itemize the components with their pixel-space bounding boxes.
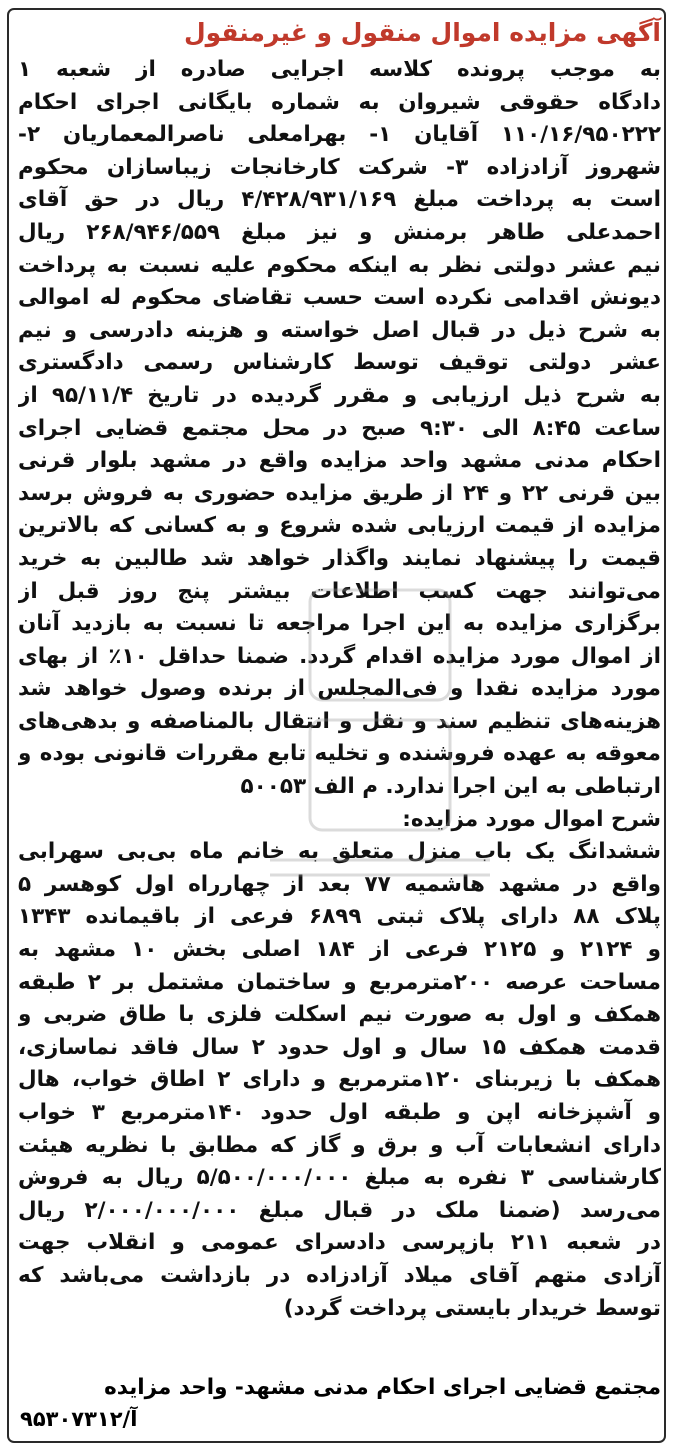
notice-line: احمدعلی طاهر برمنش و نیز مبلغ ۲۶۸/۹۴۶/۵۵۹ ریال	[18, 219, 661, 245]
notice-title: آگهی مزایده اموال منقول و غیرمنقول	[183, 18, 661, 47]
notice-code: آ/۹۵۳۰۷۳۱۲	[20, 1407, 138, 1431]
notice-line: و ۲۱۲۴ و ۲۱۲۵ فرعی از ۱۸۴ اصلی بخش ۱۰ مشهد به	[18, 937, 661, 963]
notice-line: شرح اموال مورد مزایده:	[402, 806, 661, 832]
notice-line: شهروز آزادزاده ۳- شرکت کارخانجات زیباسازان محکوم	[18, 154, 661, 180]
notice-line: در شعبه ۲۱۱ بازپرسی دادسرای عمومی و انقلاب جهت	[18, 1230, 661, 1256]
notice-line: هزینه‌های تنظیم سند و نقل و انتقال بالمناصفه و بدهی‌های	[18, 708, 661, 734]
notice-line: دادگاه حقوقی شیروان به شماره بایگانی اجرای احکام	[18, 89, 661, 115]
notice-line: احکام مدنی مشهد واحد مزایده واقع در مشهد بلوار قرنی	[18, 448, 661, 474]
notice-line: واقع در مشهد هاشمیه ۷۷ بعد از چهارراه اول کوهسر ۵	[18, 871, 661, 897]
notice-line: قدمت همکف ۱۵ سال و اول حدود ۲ سال فاقد نماسازی،	[18, 1034, 661, 1060]
notice-line: کارشناسی ۳ نفره به مبلغ ۵/۵۰۰/۰۰۰/۰۰۰ ریال به فروش	[18, 1165, 661, 1191]
notice-line: دارای انشعابات آب و برق و گاز که مطابق با نظریه هیئت	[18, 1132, 661, 1158]
notice-line: برگزاری مزایده به این اجرا مراجعه تا نسبت به بازدید آنان	[18, 611, 661, 637]
notice-body	[18, 54, 661, 1325]
notice-line: همکف و اول به صورت نیم اسکلت فلزی با طاق ضربی و	[18, 1002, 661, 1028]
notice-line: معوقه به عهده فروشنده و تخلیه تابع مقررات قانونی بوده و	[18, 741, 661, 767]
notice-line: به موجب پرونده کلاسه اجرایی صادره از شعبه ۱	[18, 57, 661, 82]
notice-line: عشر دولتی توقیف توسط کارشناس رسمی دادگستری	[18, 350, 661, 376]
notice-signature: مجتمع قضایی اجرای احکام مدنی مشهد- واحد مزایده	[104, 1375, 661, 1400]
notice-line: بین قرنی ۲۲ و ۲۴ از طریق مزایده حضوری به فروش برسد	[18, 480, 661, 506]
notice-line: آزادی متهم آقای میلاد آزادزاده در بازداشت می‌باشد که	[18, 1262, 661, 1288]
notice-line: مورد مزایده نقدا و فی‌المجلس از برنده وصول خواهد شد	[18, 676, 661, 702]
notice-line: به شرح ذیل در قبال اصل خواسته و هزینه دادرسی و نیم	[18, 317, 661, 343]
notice-line: از اموال مورد مزایده اقدام گردد. ضمنا حداقل ۱۰٪ از بهای	[18, 643, 661, 669]
notice-line: ساعت ۸:۴۵ الی ۹:۳۰ صبح در محل مجتمع قضایی اجرای	[18, 415, 661, 441]
notice-line: دیونش اقدامی نکرده است حسب تقاضای محکوم له اموالی	[18, 285, 661, 311]
notice-line: همکف با زیربنای ۱۲۰مترمربع و دارای ۲ اطاق خواب، هال	[18, 1067, 661, 1093]
notice-line: می‌رسد (ضمنا ملک در قبال مبلغ ۲/۰۰۰/۰۰۰/۰۰۰ ریال	[18, 1197, 661, 1223]
notice-line: مزایده از قیمت ارزیابی شده شروع و به کسانی که بالاترین	[18, 513, 661, 539]
notice-line: توسط خریدار بایستی پرداخت گردد)	[283, 1295, 661, 1321]
notice-line: ششدانگ یک باب منزل متعلق به خانم ماه بی‌بی سهرابی	[18, 839, 661, 865]
notice-line: می‌توانند جهت کسب اطلاعات بیشتر پنج روز قبل از	[18, 578, 661, 604]
notice-line: مساحت عرصه ۲۰۰مترمربع و ساختمان مشتمل بر ۲ طبقه	[18, 969, 661, 995]
notice-line: است به پرداخت مبلغ ۴/۴۲۸/۹۳۱/۱۶۹ ریال در حق آقای	[18, 187, 661, 213]
notice-line: پلاک ۸۸ دارای پلاک ثبتی ۶۸۹۹ فرعی از باقیمانده ۱۳۴۳	[18, 904, 661, 930]
notice-line: قیمت را پیشنهاد نمایند واگذار خواهد شد طالبین به خرید	[18, 545, 661, 571]
notice-line: نیم عشر دولتی نظر به اینکه محکوم علیه نسبت به پرداخت	[18, 252, 661, 278]
notice-line: ارتباطی به این اجرا ندارد. م الف ۵۰۰۵۳	[240, 774, 661, 800]
notice-line: به شرح ذیل ارزیابی و مقرر گردیده در تاریخ ۹۵/۱۱/۴ از	[18, 382, 661, 408]
notice-line: و آشپزخانه اپن و طبقه اول حدود ۱۴۰مترمربع ۳ خواب	[18, 1100, 661, 1125]
notice-line: ۱۱۰/۱۶/۹۵۰۲۲۲ آقایان ۱- بهرامعلی ناصرالمعماریان ۲-	[18, 122, 661, 148]
